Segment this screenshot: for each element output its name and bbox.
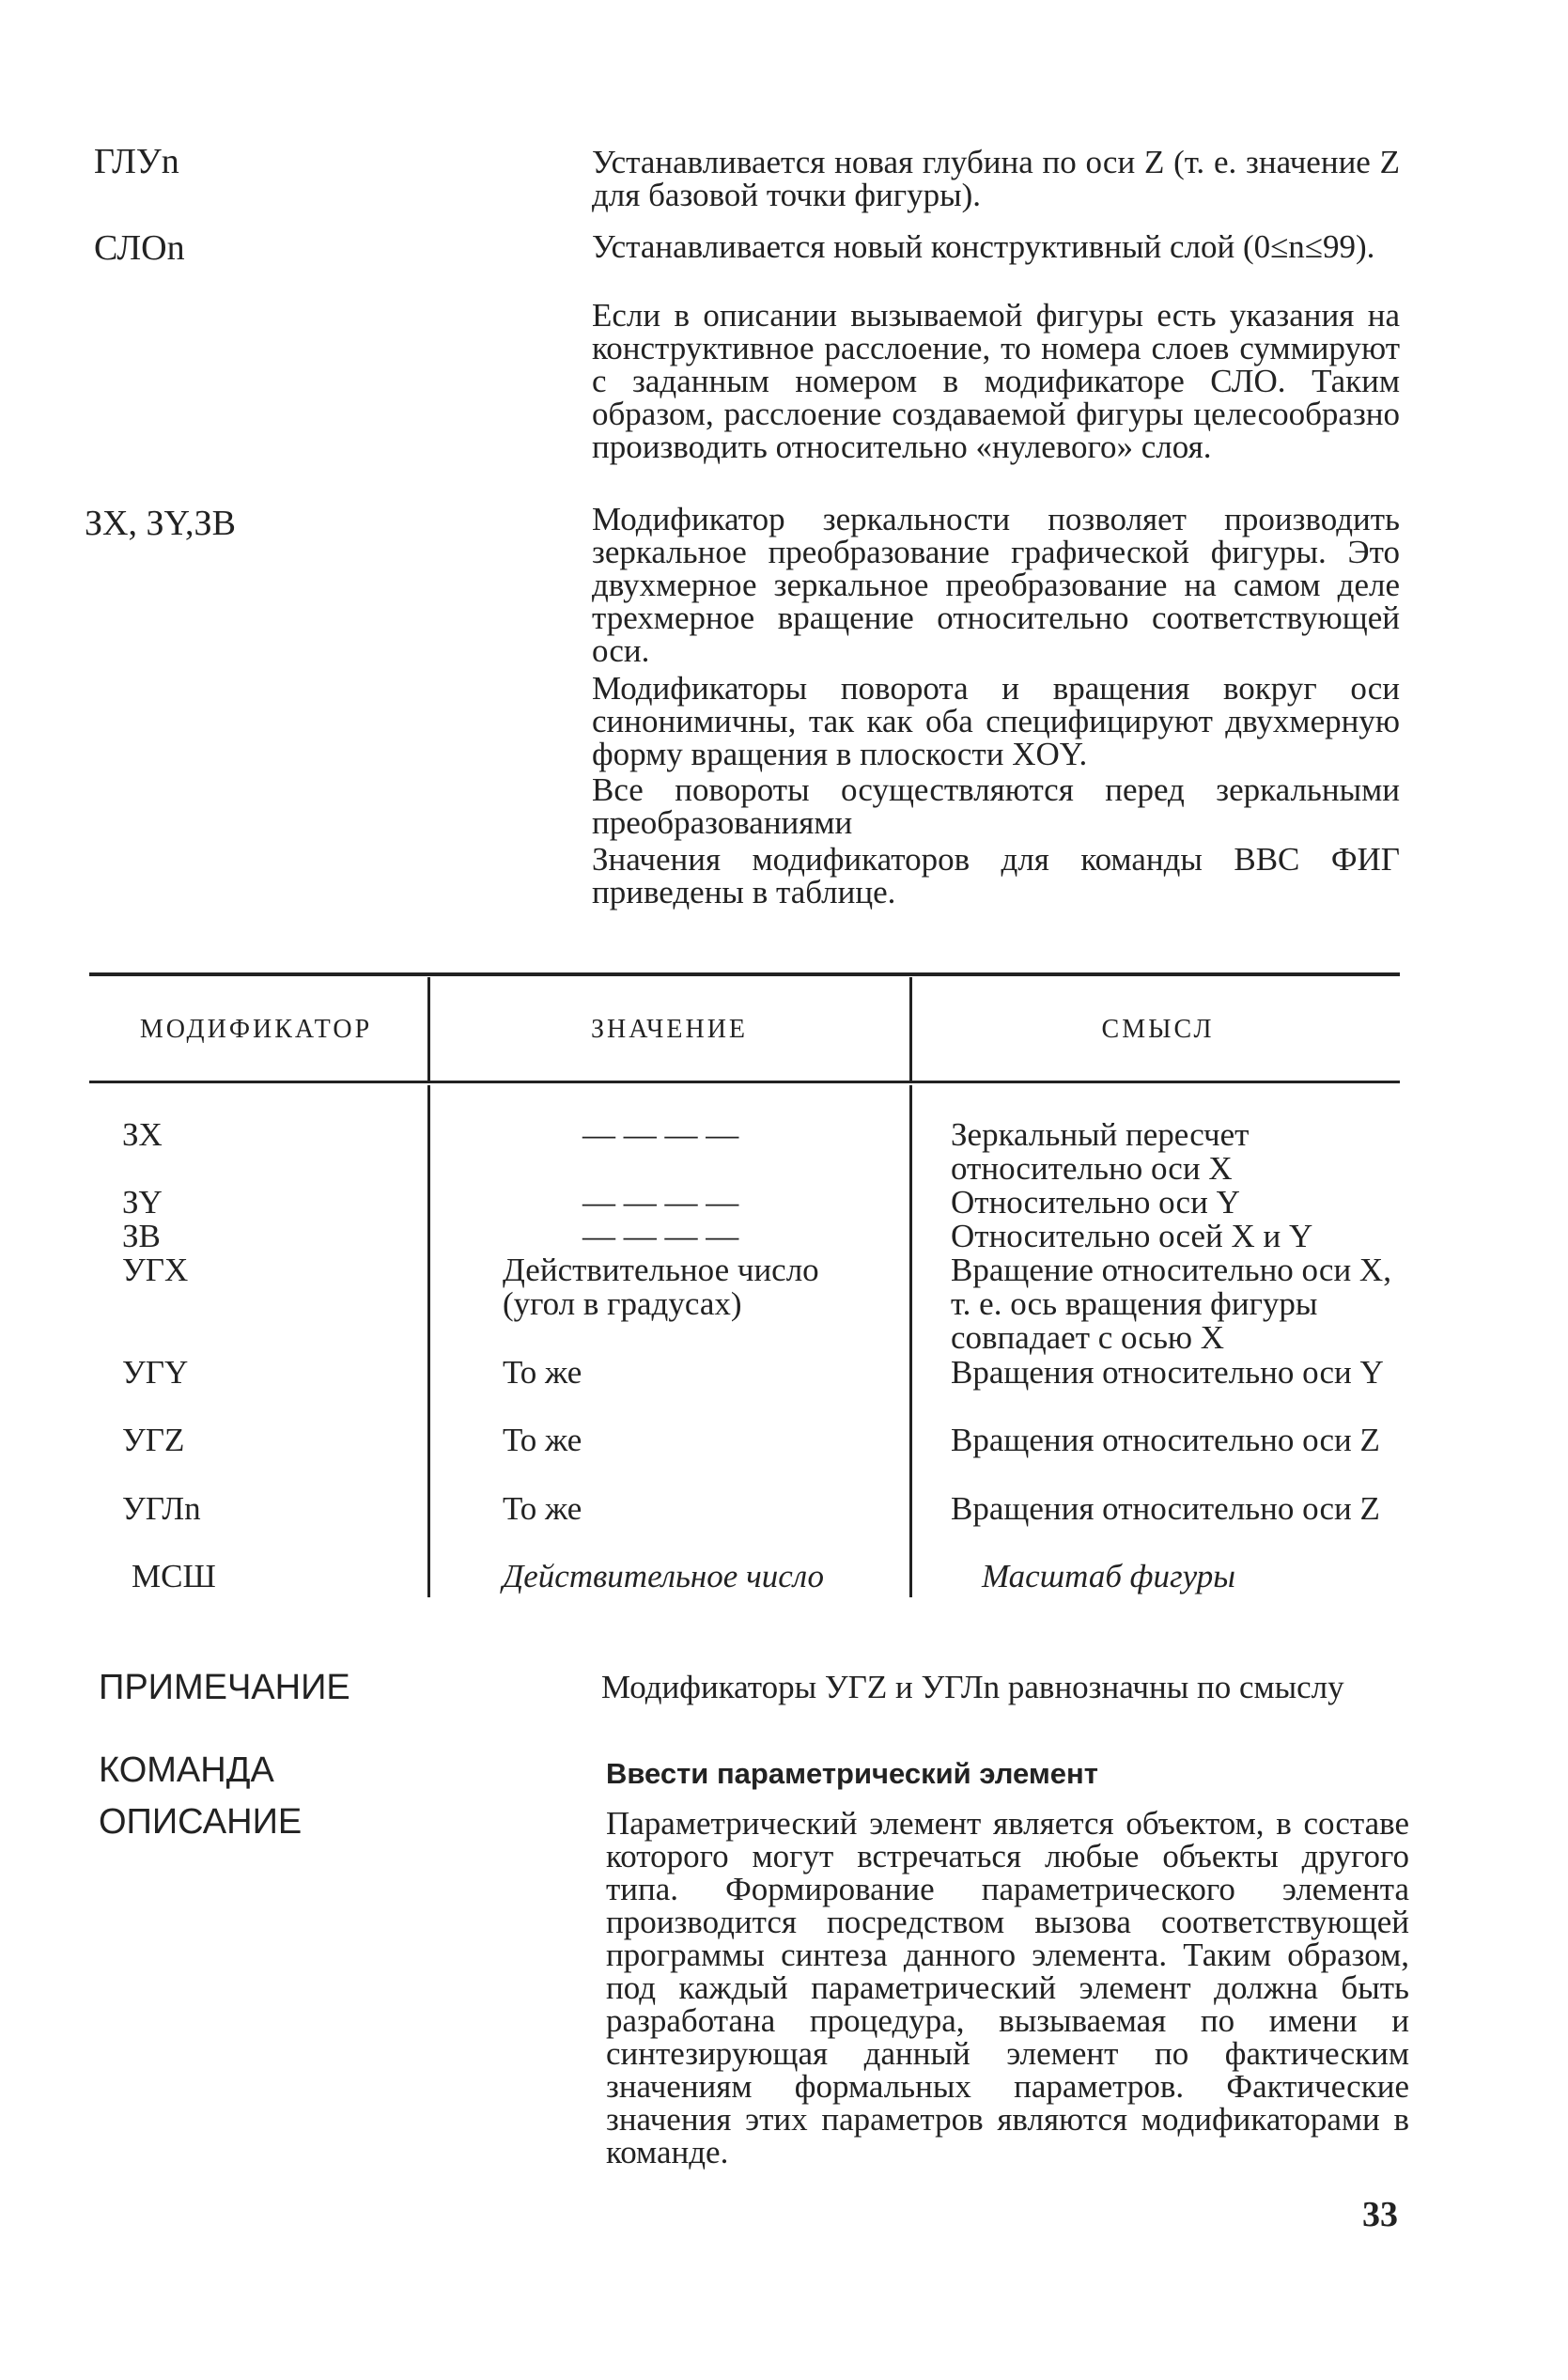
page-number: 33: [1362, 2195, 1398, 2234]
table-body-divider-1: [427, 1085, 430, 1597]
def-rotation: Модификаторы поворота и вращения вокруг оси синонимичны, так как оба специфицируют двухмерную форму вращения в плоскости XOY.: [592, 670, 1400, 772]
table-col-divider-2: [909, 977, 912, 1081]
note-text: Модификаторы УГZ и УГЛn равнозначны по смыслу: [601, 1669, 1344, 1705]
table-top-rule: [89, 972, 1400, 976]
term-slo: СЛОn: [94, 228, 185, 268]
table-body-divider-2: [909, 1085, 912, 1597]
command-title: Ввести параметрический элемент: [606, 1757, 1098, 1790]
table-row-mod: МСШ: [132, 1558, 216, 1594]
description-label: ОПИСАНИЕ: [99, 1802, 303, 1842]
table-row-value: — — — —: [582, 1184, 739, 1221]
table-row-meaning: Зеркальный пересчет относительно оси X: [951, 1116, 1250, 1187]
table-row-meaning: Вращения относительно оси Y: [951, 1354, 1384, 1391]
note-label: ПРИМЕЧАНИЕ: [99, 1668, 350, 1707]
def-order: Все повороты осуществляются перед зеркальными преобразованиями: [592, 771, 1400, 841]
table-row-mod: ЗY: [122, 1184, 163, 1221]
table-row-value: Действительное число: [503, 1558, 825, 1594]
table-row-mod: УГЛn: [122, 1490, 201, 1527]
table-header-value: ЗНАЧЕНИЕ: [590, 1015, 749, 1044]
table-row-mod: УГY: [122, 1354, 189, 1391]
description-text: Параметрический элемент является объектом, в составе которого могут встречаться любые объекты другого типа. Формирование параметрического элемента производится посредством вызова соответствующей программы синтеза данного элемента. Таким образом, под каждый параметрический элемент должна быть разработана процедура, вызываемая по имени и синтезирующая данный элемент по фактическим значениям формальных параметров. Фактические значения этих параметров являются модификаторами в команде.: [606, 1805, 1409, 2170]
table-row-mod: ЗХ: [122, 1116, 163, 1153]
table-row-value: Действительное число (угол в градусах): [503, 1252, 819, 1322]
table-row-meaning: Вращения относительно оси Z: [951, 1422, 1380, 1458]
table-row-mod: ЗВ: [122, 1218, 161, 1254]
table-row-meaning: Относительно осей X и Y: [951, 1218, 1313, 1254]
def-slo: Устанавливается новый конструктивный слой (0≤n≤99).: [592, 228, 1375, 265]
term-glu: ГЛУn: [94, 142, 179, 181]
table-row-mod: УГZ: [122, 1422, 185, 1458]
table-row-value: — — — —: [582, 1218, 739, 1254]
table-row-meaning: Относительно оси Y: [951, 1184, 1240, 1221]
def-glu: Устанавливается новая глубина по оси Z (т. е. значение Z для базовой точки фигуры).: [592, 144, 1400, 213]
table-row-value: То же: [503, 1490, 582, 1527]
table-row-meaning: Вращение относительно оси X, т. е. ось вращения фигуры совпадает с осью X: [951, 1252, 1391, 1356]
table-row-meaning: Масштаб фигуры: [982, 1558, 1235, 1594]
def-slo-layers: Если в описании вызываемой фигуры есть указания на конструктивное расслоение, то номера слоев суммируют с заданным номером в модификаторе СЛО. Таким образом, расслоение создаваемой фигуры целесообразно производить относительно «нулевого» слоя.: [592, 297, 1400, 465]
table-row-value: — — — —: [582, 1116, 739, 1153]
table-header-meaning: СМЫСЛ: [1101, 1015, 1215, 1044]
table-header-modifier: МОДИФИКАТОР: [139, 1015, 373, 1044]
table-row-meaning: Вращения относительно оси Z: [951, 1490, 1380, 1527]
def-table-intro: Значения модификаторов для команды ВВС ФИГ приведены в таблице.: [592, 841, 1400, 910]
table-col-divider-1: [427, 977, 430, 1081]
def-mirror: Модификатор зеркальности позволяет производить зеркальное преобразование графической фигуры. Это двухмерное зеркальное преобразование на самом деле трехмерное вращение относительно соответствующей оси.: [592, 501, 1400, 669]
command-label: КОМАНДА: [99, 1750, 274, 1790]
table-row-mod: УГХ: [122, 1252, 189, 1288]
table-row-value: То же: [503, 1354, 582, 1391]
table-row-value: То же: [503, 1422, 582, 1458]
term-mirror: ЗХ, ЗY,ЗВ: [85, 504, 236, 543]
table-header-rule: [89, 1081, 1400, 1083]
